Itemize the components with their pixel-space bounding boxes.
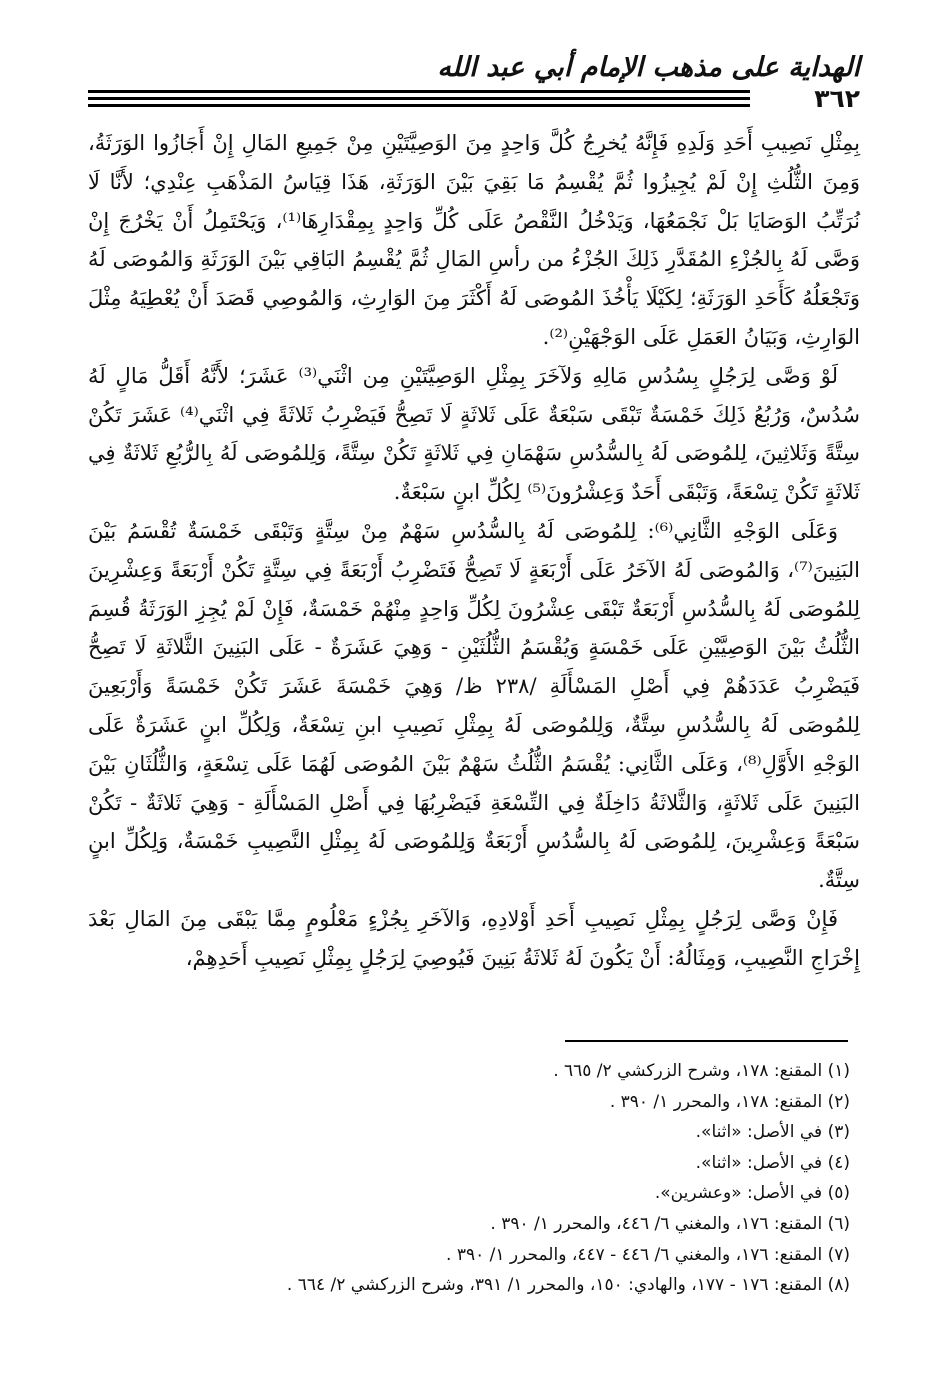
header-rule-line bbox=[88, 97, 750, 100]
footnote: (٢) المقنع: ١٧٨، والمحرر ١/ ٣٩٠ . bbox=[609, 1091, 850, 1112]
footnote: (٧) المقنع: ١٧٦، والمغني ٦/ ٤٤٦ - ٤٤٧، والمحرر ١/ ٣٩٠ . bbox=[446, 1244, 850, 1265]
running-title: الهداية على مذهب الإمام أبي عبد الله bbox=[437, 52, 860, 83]
footnote: (٨) المقنع: ١٧٦ - ١٧٧، والهادي: ١٥٠، والمحرر ١/ ٣٩١، وشرح الزركشي ٢/ ٦٦٤ . bbox=[286, 1275, 850, 1296]
header-rule bbox=[88, 84, 860, 113]
footnote: (١) المقنع: ١٧٨، وشرح الزركشي ٢/ ٦٦٥ . bbox=[553, 1061, 850, 1081]
page-header bbox=[88, 52, 860, 90]
footnote-separator bbox=[565, 1040, 848, 1042]
header-rule-line bbox=[88, 90, 750, 93]
footnote: (٣) في الأصل: «اثنا». bbox=[695, 1122, 850, 1143]
paragraph: بِمِثْلِ نَصِيبِ أَحَدِ وَلَدِهِ فَإِنَّهُ يُخرِجُ كُلَّ وَاحِدٍ مِنَ الوَصِيَّتَيْنِ مِنْ جَمِيعِ المَالِ إِنْ أَجَازُوا الوَرَثَةُ، وَمِنَ الثُّلُثِ إِنْ لَمْ يُجِيزُوا ثُمَّ يُقْسِمُ مَا بَقِيَ بَيْنَ الوَرَثَةِ، هَذَا قِيَاسُ المَذْهَبِ عِنْدِي؛ لأَنَّا لَا نُرَتِّبُ الوَصَايَا بَلْ نَجْمَعُهَا، وَيَدْخُلُ النَّقْصُ عَلَى كُلِّ وَاحِدٍ بِمِقْدَارِهَا⁽¹⁾، وَيَحْتَمِلُ أَنْ يَخْرُجَ إِنْ وَصَّى لَهُ بِالجُزْءِ المُقَدَّرِ ذَلِكَ الجُزْءُ من رأسِ المَالِ ثُمَّ يُقْسِمُ البَاقِي بَيْنَ الوَرَثَةِ وَالمُوصَى لَهُ وَتَجْعَلُهُ كَأَحَدِ الوَرَثَةِ؛ لِكَيْلَا يَأْخُذَ المُوصَى لَهُ أَكْثَرَ مِنَ الوَارِثِ، وَالمُوصِي قَصَدَ أَنْ يُعْطِيَهُ مِثْلَ الوَارِثِ، وَبَيَانُ العَمَلِ عَلَى الوَجْهَيْنِ⁽²⁾. bbox=[88, 131, 860, 349]
footnotes bbox=[88, 1056, 850, 1301]
footnote: (٤) في الأصل: «اثنا». bbox=[695, 1152, 850, 1173]
paragraph: فَإِنْ وَصَّى لِرَجُلٍ بِمِثْلِ نَصِيبِ أَحَدِ أَوْلادِهِ، وَالآخَرِ بِجُزْءٍ مَعْلُومٍ مِمَّا يَبْقَى مِنَ المَالِ بَعْدَ إِخْرَاجِ النَّصِيبِ، وَمِثَالُهُ: أَنْ يَكُونَ لَهُ ثَلاثَةُ بَنِينَ فَيُوصِيَ لِرَجُلٍ بِمِثْلِ نَصِيبِ أَحَدِهِمْ، bbox=[88, 906, 860, 970]
paragraph: لَوْ وَصَّى لِرَجُلٍ بِسُدُسِ مَالِهِ وَلآخَرَ بِمِثْلِ الوَصِيَّتَيْنِ مِن اثْنَي⁽³⁾ عَشَرَ؛ لأَنَّهُ أَقَلُّ مَالٍ لَهُ سُدُسٌ، وَرُبُعُ ذَلِكَ خَمْسَةٌ تَبْقَى سَبْعَةٌ عَلَى ثَلاثَةٍ لَا تَصِحُّ فَيَضْرِبُ ثَلاثَةً فِي اثْنَي⁽⁴⁾ عَشَرَ تَكُنْ سِتَّةً وَثَلاثِينَ، لِلمُوصَى لَهُ بِالسُّدُسِ سَهْمَانِ فِي ثَلاثَةٍ تَكُنْ سِتَّةً، وَلِلمُوصَى لَهُ بِالرُّبُعِ ثَلاثَةٌ فِي ثَلاثَةٍ تَكُنْ تِسْعَةً، وَتَبْقَى أَحَدٌ وَعِشْرُونَ⁽⁵⁾ لِكُلِّ ابنٍ سَبْعَةٌ. bbox=[88, 363, 861, 505]
page-number: ٣٦٢ bbox=[814, 84, 860, 113]
paragraph: وَعَلَى الوَجْهِ الثَّانِي⁽⁶⁾: لِلمُوصَى لَهُ بِالسُّدُسِ سَهْمٌ مِنْ سِتَّةٍ وَتَبْقَى خَمْسَةٌ تُقْسَمُ بَيْنَ البَنِينَ⁽⁷⁾، وَالمُوصَى لَهُ الآخَرُ عَلَى أَرْبَعَةٍ لَا تَصِحُّ فَتَضْرِبُ أَرْبَعَةً فِي سِتَّةٍ تَكُنْ أَرْبَعَةً وَعِشْرِينَ لِلمُوصَى لَهُ بِالسُّدُسِ أَرْبَعَةٌ تَبْقَى عِشْرُونَ لِكُلِّ وَاحِدٍ مِنْهُمْ خَمْسَةٌ، فَإِنْ لَمْ يُجِزِ الوَرَثَةُ قُسِمَ الثُّلُثُ بَيْنَ الوَصِيَّيْنِ عَلَى خَمْسَةٍ وَيُقْسَمُ الثُّلُثَيْنِ - وَهِيَ عَشَرَةٌ - عَلَى البَنِينَ الثَّلاثَةِ لَا تَصِحُّ فَيَضْرِبُ عَدَدَهُمْ فِي أَصْلِ المَسْأَلَةِ /٢٣٨ ظ/ وَهِيَ خَمْسَةَ عَشَرَ تَكُنْ خَمْسَةً وَأَرْبَعِينَ لِلمُوصَى لَهُ بِالسُّدُسِ سِتَّةٌ، وَلِلمُوصَى لَهُ بِمِثْلِ نَصِيبِ ابنِ تِسْعَةٌ، وَلِكُلِّ ابنٍ عَشَرَةٌ عَلَى الوَجْهِ الأَوَّلِ⁽⁸⁾، وَعَلَى الثَّانِي: يُقْسَمُ الثُّلُثُ سَهْمٌ بَيْنَ المُوصَى لَهُمَا عَلَى تِسْعَةٍ، وَالثُّلُثَانِ بَيْنَ البَنِينَ عَلَى ثَلاثَةٍ، وَالثَّلاثَةُ دَاخِلَةٌ فِي التِّسْعَةِ فَيَضْرِبُهَا فِي أَصْلِ المَسْأَلَةِ - وَهِيَ ثَلاثَةٌ - تَكُنْ سَبْعَةً وَعِشْرِينَ، لِلمُوصَى لَهُ بِالسُّدُسِ أَرْبَعَةٌ وَلِلمُوصَى لَهُ بِمِثْلِ النَّصِيبِ خَمْسَةٌ، وَلِكُلِّ ابنٍ سِتَّةٌ. bbox=[88, 518, 861, 893]
footnote: (٦) المقنع: ١٧٦، والمغني ٦/ ٤٤٦، والمحرر ١/ ٣٩٠ . bbox=[490, 1213, 850, 1234]
footnote: (٥) في الأصل: «وعشرين». bbox=[654, 1183, 850, 1204]
main-text bbox=[88, 124, 860, 978]
header-rule-line bbox=[88, 104, 750, 107]
